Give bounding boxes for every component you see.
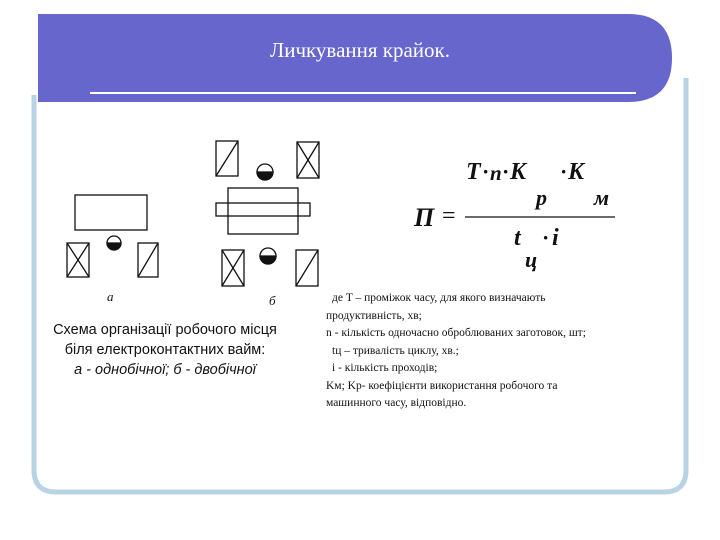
formula-den-dot: · xyxy=(542,225,550,250)
formula-num-dot-2: · xyxy=(502,159,510,184)
formula-num-K2: K xyxy=(568,159,585,185)
formula-den-i: i xyxy=(552,225,559,251)
press-b-table xyxy=(216,203,310,216)
productivity-formula xyxy=(410,155,640,275)
legend-line-5: i - кількість проходів; xyxy=(332,362,438,374)
formula-num-T: T xyxy=(466,159,481,185)
formula-num-dot-1: · xyxy=(482,159,490,184)
legend-line-7: машинного часу, відповідно. xyxy=(326,397,467,409)
formula-equals: = xyxy=(442,203,456,229)
diagram-b xyxy=(216,141,319,286)
press-a xyxy=(75,195,147,230)
formula-lhs: П xyxy=(414,203,435,232)
formula-num-sub-p: p xyxy=(536,185,547,210)
caption-line-1: Схема організації робочого місця xyxy=(53,322,277,338)
formula-legend xyxy=(326,290,686,413)
press-b xyxy=(228,188,298,234)
diagram-a xyxy=(67,195,158,277)
legend-line-2: продуктивність, хв; xyxy=(326,309,422,322)
caption-line-3: а - однобічної; б - двобічної xyxy=(74,362,256,378)
caption-line-2: біля електроконтактних вайм: xyxy=(64,342,266,358)
formula-den-sub-c: ц xyxy=(525,247,538,272)
formula-num-n: n xyxy=(490,161,502,185)
diagram-label-b: б xyxy=(269,293,276,308)
diagram-label-a: а xyxy=(107,289,114,304)
legend-line-3: n - кількість одночасно оброблюваних заготовок, шт; xyxy=(326,327,586,339)
formula-num-dot-3: · xyxy=(560,159,568,184)
legend-line-4: tц – тривалість циклу, хв.; xyxy=(332,344,459,357)
legend-line-1: де T – проміжок часу, для якого визначають xyxy=(332,292,546,304)
legend-line-6: Kм; Kр- коефіцієнти використання робочого та xyxy=(326,379,558,392)
frame-border xyxy=(34,78,686,492)
slide-title: Личкування крайок. xyxy=(269,38,450,62)
formula-num-sub-m: м xyxy=(594,185,610,210)
formula-den-t: t xyxy=(514,225,521,251)
diagram-caption xyxy=(30,320,300,380)
formula-num-K1: K xyxy=(510,159,527,185)
